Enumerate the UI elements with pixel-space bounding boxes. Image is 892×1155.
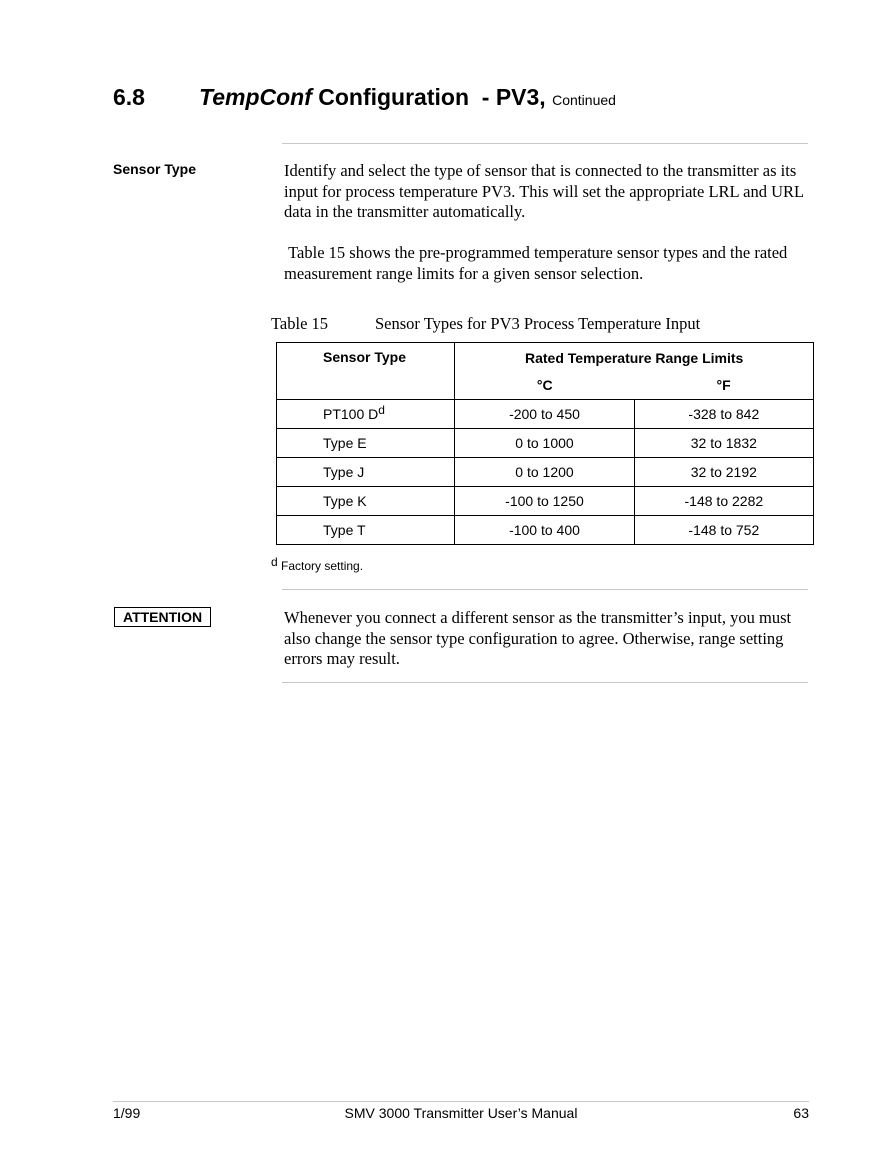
section-title-italic: TempConf — [199, 84, 312, 110]
sensor-types-table — [276, 342, 814, 545]
range-celsius: 0 to 1200 — [455, 458, 634, 487]
range-celsius: 0 to 1000 — [455, 429, 634, 458]
sensor-name: Type K — [277, 487, 455, 516]
table-row — [277, 458, 814, 487]
range-fahrenheit: -148 to 752 — [634, 516, 813, 545]
table-footnote — [271, 555, 363, 573]
table-row — [277, 516, 814, 545]
rule-middle — [282, 589, 808, 590]
sensor-type-paragraph-1: Identify and select the type of sensor that is connected to the transmitter as its input for process temperature PV3. This will set the appropriate LRL and URL data in the transmitter automatically. — [284, 161, 804, 221]
range-celsius: -100 to 400 — [455, 516, 634, 545]
footnote-text: Factory setting. — [277, 559, 364, 573]
table-title: Sensor Types for PV3 Process Temperature Input — [375, 314, 701, 333]
col-header-celsius: °C — [455, 371, 634, 400]
table-number: Table 15 — [271, 314, 329, 333]
attention-paragraph: Whenever you connect a different sensor as the transmitter’s input, you must also change the sensor type configuration to agree. Otherwise, range setting errors may result. — [284, 608, 792, 668]
footnote-mark: d — [378, 403, 385, 417]
col-header-range-limits: Rated Temperature Range Limits — [455, 343, 814, 372]
continued-label: Continued — [552, 92, 616, 108]
section-title: Configuration - PV3, — [311, 84, 546, 110]
range-fahrenheit: 32 to 1832 — [634, 429, 813, 458]
rule-top — [282, 143, 808, 144]
section-number: 6.8 — [113, 84, 145, 110]
sensor-name-text: PT100 D — [323, 406, 379, 422]
sensor-name — [277, 400, 455, 429]
sensor-type-paragraph-2: Table 15 shows the pre-programmed temperature sensor types and the rated measurement range limits for a given sensor selection. — [284, 243, 792, 283]
sensor-type-label: Sensor Type — [113, 161, 196, 177]
range-fahrenheit: 32 to 2192 — [634, 458, 813, 487]
footer-date: 1/99 — [113, 1105, 141, 1121]
rule-bottom — [282, 682, 808, 683]
footer-manual-title: SMV 3000 Transmitter User’s Manual — [344, 1105, 578, 1121]
col-header-sensor-type: Sensor Type — [277, 343, 455, 400]
table-row — [277, 429, 814, 458]
col-header-fahrenheit: °F — [634, 371, 813, 400]
range-celsius: -100 to 1250 — [455, 487, 634, 516]
sensor-name: Type T — [277, 516, 455, 545]
sensor-name: Type J — [277, 458, 455, 487]
footer-page-number: 63 — [793, 1105, 809, 1121]
footer-rule — [113, 1101, 809, 1102]
table-row — [277, 487, 814, 516]
footnote-mark: d — [271, 555, 278, 569]
sensor-name: Type E — [277, 429, 455, 458]
table-caption — [271, 314, 700, 334]
range-fahrenheit: -148 to 2282 — [634, 487, 813, 516]
attention-label: ATTENTION — [114, 607, 211, 627]
section-heading — [113, 84, 616, 111]
table-row — [277, 400, 814, 429]
range-fahrenheit: -328 to 842 — [634, 400, 813, 429]
range-celsius: -200 to 450 — [455, 400, 634, 429]
